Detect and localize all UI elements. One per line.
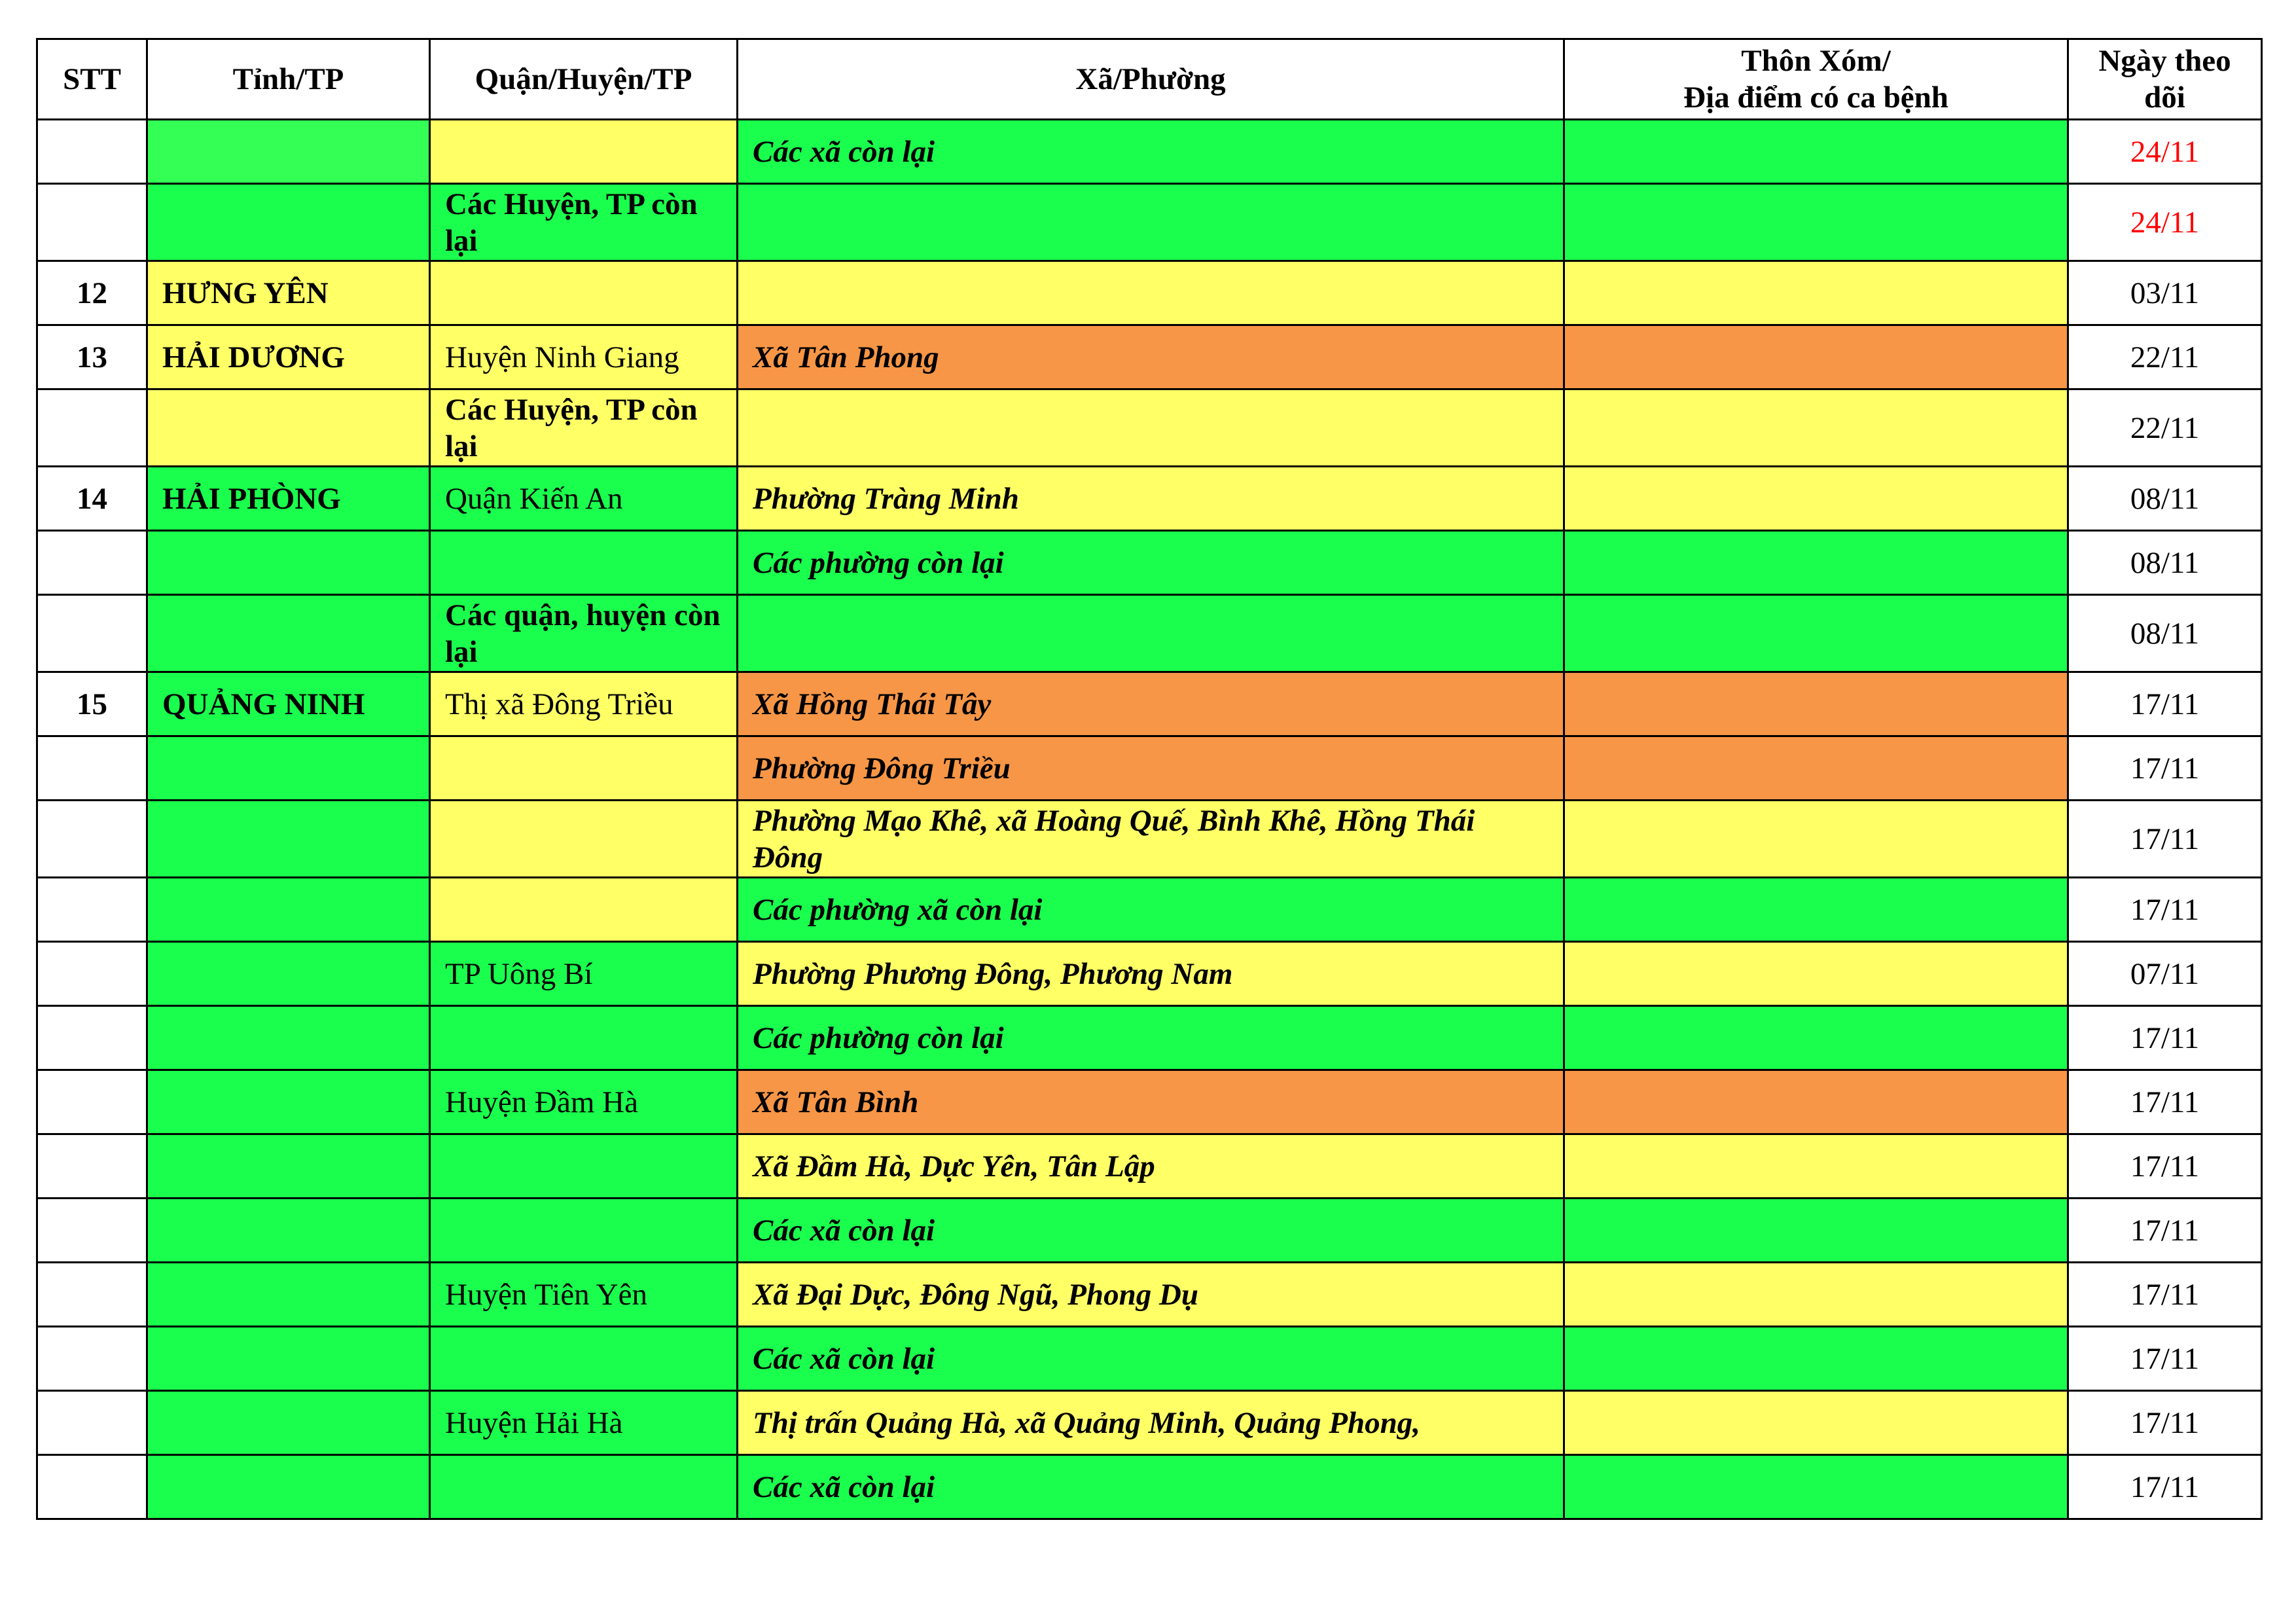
- cell-village: [1564, 467, 2068, 531]
- cell-district: [430, 531, 738, 595]
- cell-province: [147, 531, 430, 595]
- cell-village: [1564, 801, 2068, 878]
- cell-province: [147, 1134, 430, 1199]
- cell-district: [430, 1006, 738, 1070]
- cell-district: Các Huyện, TP còn lại: [430, 184, 738, 261]
- cell-village: [1564, 1327, 2068, 1391]
- table-row: [37, 1070, 2262, 1134]
- header-village-line2: Địa điểm có ca bệnh: [1683, 81, 1948, 115]
- cell-province: [147, 595, 430, 672]
- cell-district: [430, 1327, 738, 1391]
- cell-ward: Thị trấn Quảng Hà, xã Quảng Minh, Quảng Phong,: [738, 1391, 1564, 1455]
- cell-village: [1564, 736, 2068, 801]
- cell-district: [430, 261, 738, 325]
- cell-district: [430, 120, 738, 184]
- cell-ward: [738, 261, 1564, 325]
- table-row: [37, 325, 2262, 389]
- cell-province: [147, 1327, 430, 1391]
- cell-ward: [738, 595, 1564, 672]
- cell-date: 17/11: [2068, 1070, 2262, 1134]
- table-row: [37, 1263, 2262, 1327]
- cell-district: [430, 878, 738, 942]
- table-row: [37, 1199, 2262, 1263]
- table-row: [37, 1134, 2262, 1199]
- header-ward: Xã/Phường: [738, 39, 1564, 120]
- table-row: [37, 184, 2262, 261]
- cell-ward: Phường Đông Triều: [738, 736, 1564, 801]
- cell-district: Huyện Hải Hà: [430, 1391, 738, 1455]
- cell-stt: [37, 389, 147, 467]
- header-province: Tỉnh/TP: [147, 39, 430, 120]
- cell-ward: Các xã còn lại: [738, 1199, 1564, 1263]
- cell-district: [430, 801, 738, 878]
- cell-province: HẢI DƯƠNG: [147, 325, 430, 389]
- cell-village: [1564, 1391, 2068, 1455]
- table-row: [37, 801, 2262, 878]
- cell-date: 24/11: [2068, 184, 2262, 261]
- cell-stt: [37, 531, 147, 595]
- cell-ward: Xã Đại Dực, Đông Ngũ, Phong Dụ: [738, 1263, 1564, 1327]
- cell-ward: Các phường còn lại: [738, 1006, 1564, 1070]
- header-village: [1564, 39, 2068, 120]
- cell-district: Quận Kiến An: [430, 467, 738, 531]
- cell-province: [147, 1455, 430, 1519]
- cell-province: [147, 1006, 430, 1070]
- table-row: [37, 1455, 2262, 1519]
- table-row: [37, 878, 2262, 942]
- table-row: [37, 942, 2262, 1006]
- cell-district: Các quận, huyện còn lại: [430, 595, 738, 672]
- cell-province: [147, 1391, 430, 1455]
- cell-ward: Phường Mạo Khê, xã Hoàng Quế, Bình Khê, Hồng Thái Đông: [738, 801, 1564, 878]
- cell-stt: [37, 1263, 147, 1327]
- cell-province: [147, 878, 430, 942]
- cell-stt: [37, 942, 147, 1006]
- table-row: [37, 736, 2262, 801]
- header-date: [2068, 39, 2262, 120]
- cell-ward: Các xã còn lại: [738, 1455, 1564, 1519]
- cell-stt: [37, 878, 147, 942]
- cell-province: HƯNG YÊN: [147, 261, 430, 325]
- cell-ward: Các xã còn lại: [738, 120, 1564, 184]
- cell-district: Huyện Tiên Yên: [430, 1263, 738, 1327]
- cell-stt: 12: [37, 261, 147, 325]
- cell-village: [1564, 1263, 2068, 1327]
- header-date-line1: Ngày theo: [2098, 44, 2231, 78]
- cell-village: [1564, 1455, 2068, 1519]
- cell-date: 08/11: [2068, 467, 2262, 531]
- cell-date: 08/11: [2068, 595, 2262, 672]
- table-row: [37, 1006, 2262, 1070]
- table-row: [37, 467, 2262, 531]
- cell-ward: Xã Tân Phong: [738, 325, 1564, 389]
- cell-district: [430, 736, 738, 801]
- cell-ward: Các phường còn lại: [738, 531, 1564, 595]
- cell-date: 17/11: [2068, 736, 2262, 801]
- cell-district: TP Uông Bí: [430, 942, 738, 1006]
- cell-district: Huyện Ninh Giang: [430, 325, 738, 389]
- cell-stt: 14: [37, 467, 147, 531]
- cell-date: 17/11: [2068, 801, 2262, 878]
- cell-date: 07/11: [2068, 942, 2262, 1006]
- table-row: [37, 1391, 2262, 1455]
- cell-province: HẢI PHÒNG: [147, 467, 430, 531]
- cell-province: [147, 801, 430, 878]
- cell-province: [147, 1199, 430, 1263]
- cell-stt: [37, 1006, 147, 1070]
- cell-ward: Các phường xã còn lại: [738, 878, 1564, 942]
- cell-stt: [37, 1070, 147, 1134]
- cell-date: 22/11: [2068, 325, 2262, 389]
- cell-province: [147, 389, 430, 467]
- cell-village: [1564, 1199, 2068, 1263]
- table-row: [37, 595, 2262, 672]
- cell-date: 17/11: [2068, 1199, 2262, 1263]
- cell-village: [1564, 261, 2068, 325]
- cell-village: [1564, 595, 2068, 672]
- cell-district: [430, 1134, 738, 1199]
- cell-ward: Phường Phương Đông, Phương Nam: [738, 942, 1564, 1006]
- cell-district: Huyện Đầm Hà: [430, 1070, 738, 1134]
- cell-stt: [37, 1327, 147, 1391]
- cell-village: [1564, 942, 2068, 1006]
- cell-village: [1564, 1134, 2068, 1199]
- cell-province: [147, 736, 430, 801]
- cell-stt: [37, 120, 147, 184]
- cell-stt: [37, 1455, 147, 1519]
- table-row: [37, 389, 2262, 467]
- header-date-line2: dõi: [2144, 81, 2185, 115]
- cell-district: Các Huyện, TP còn lại: [430, 389, 738, 467]
- cell-stt: [37, 736, 147, 801]
- cell-village: [1564, 1006, 2068, 1070]
- cell-date: 17/11: [2068, 1455, 2262, 1519]
- cell-date: 17/11: [2068, 878, 2262, 942]
- table-header-row: [37, 39, 2262, 120]
- cell-village: [1564, 184, 2068, 261]
- cell-village: [1564, 531, 2068, 595]
- cell-ward: Xã Hồng Thái Tây: [738, 672, 1564, 736]
- cell-village: [1564, 325, 2068, 389]
- cell-stt: [37, 1199, 147, 1263]
- cell-district: [430, 1455, 738, 1519]
- cell-stt: 15: [37, 672, 147, 736]
- cell-date: 24/11: [2068, 120, 2262, 184]
- cell-province: [147, 1263, 430, 1327]
- table-row: [37, 261, 2262, 325]
- cell-date: 17/11: [2068, 1327, 2262, 1391]
- cell-district: [430, 1199, 738, 1263]
- header-village-line1: Thôn Xóm/: [1741, 44, 1891, 78]
- cell-village: [1564, 389, 2068, 467]
- epidemic-level-table: [36, 38, 2263, 1520]
- cell-date: 03/11: [2068, 261, 2262, 325]
- cell-ward: Xã Tân Bình: [738, 1070, 1564, 1134]
- cell-ward: Xã Đầm Hà, Dực Yên, Tân Lập: [738, 1134, 1564, 1199]
- cell-village: [1564, 120, 2068, 184]
- cell-date: 17/11: [2068, 1263, 2262, 1327]
- cell-date: 22/11: [2068, 389, 2262, 467]
- cell-stt: [37, 595, 147, 672]
- cell-stt: [37, 801, 147, 878]
- cell-province: [147, 120, 430, 184]
- cell-province: [147, 1070, 430, 1134]
- cell-province: [147, 942, 430, 1006]
- cell-stt: 13: [37, 325, 147, 389]
- cell-village: [1564, 672, 2068, 736]
- cell-village: [1564, 1070, 2068, 1134]
- cell-ward: Phường Tràng Minh: [738, 467, 1564, 531]
- table-row: [37, 120, 2262, 184]
- cell-stt: [37, 184, 147, 261]
- header-district: Quận/Huyện/TP: [430, 39, 738, 120]
- cell-ward: Các xã còn lại: [738, 1327, 1564, 1391]
- cell-date: 08/11: [2068, 531, 2262, 595]
- cell-ward: [738, 184, 1564, 261]
- cell-stt: [37, 1134, 147, 1199]
- cell-ward: [738, 389, 1564, 467]
- cell-province: QUẢNG NINH: [147, 672, 430, 736]
- header-stt: STT: [37, 39, 147, 120]
- cell-date: 17/11: [2068, 1391, 2262, 1455]
- cell-village: [1564, 878, 2068, 942]
- cell-date: 17/11: [2068, 1006, 2262, 1070]
- cell-province: [147, 184, 430, 261]
- cell-stt: [37, 1391, 147, 1455]
- table-row: [37, 531, 2262, 595]
- cell-date: 17/11: [2068, 1134, 2262, 1199]
- table-row: [37, 1327, 2262, 1391]
- cell-date: 17/11: [2068, 672, 2262, 736]
- cell-district: Thị xã Đông Triều: [430, 672, 738, 736]
- table-row: [37, 672, 2262, 736]
